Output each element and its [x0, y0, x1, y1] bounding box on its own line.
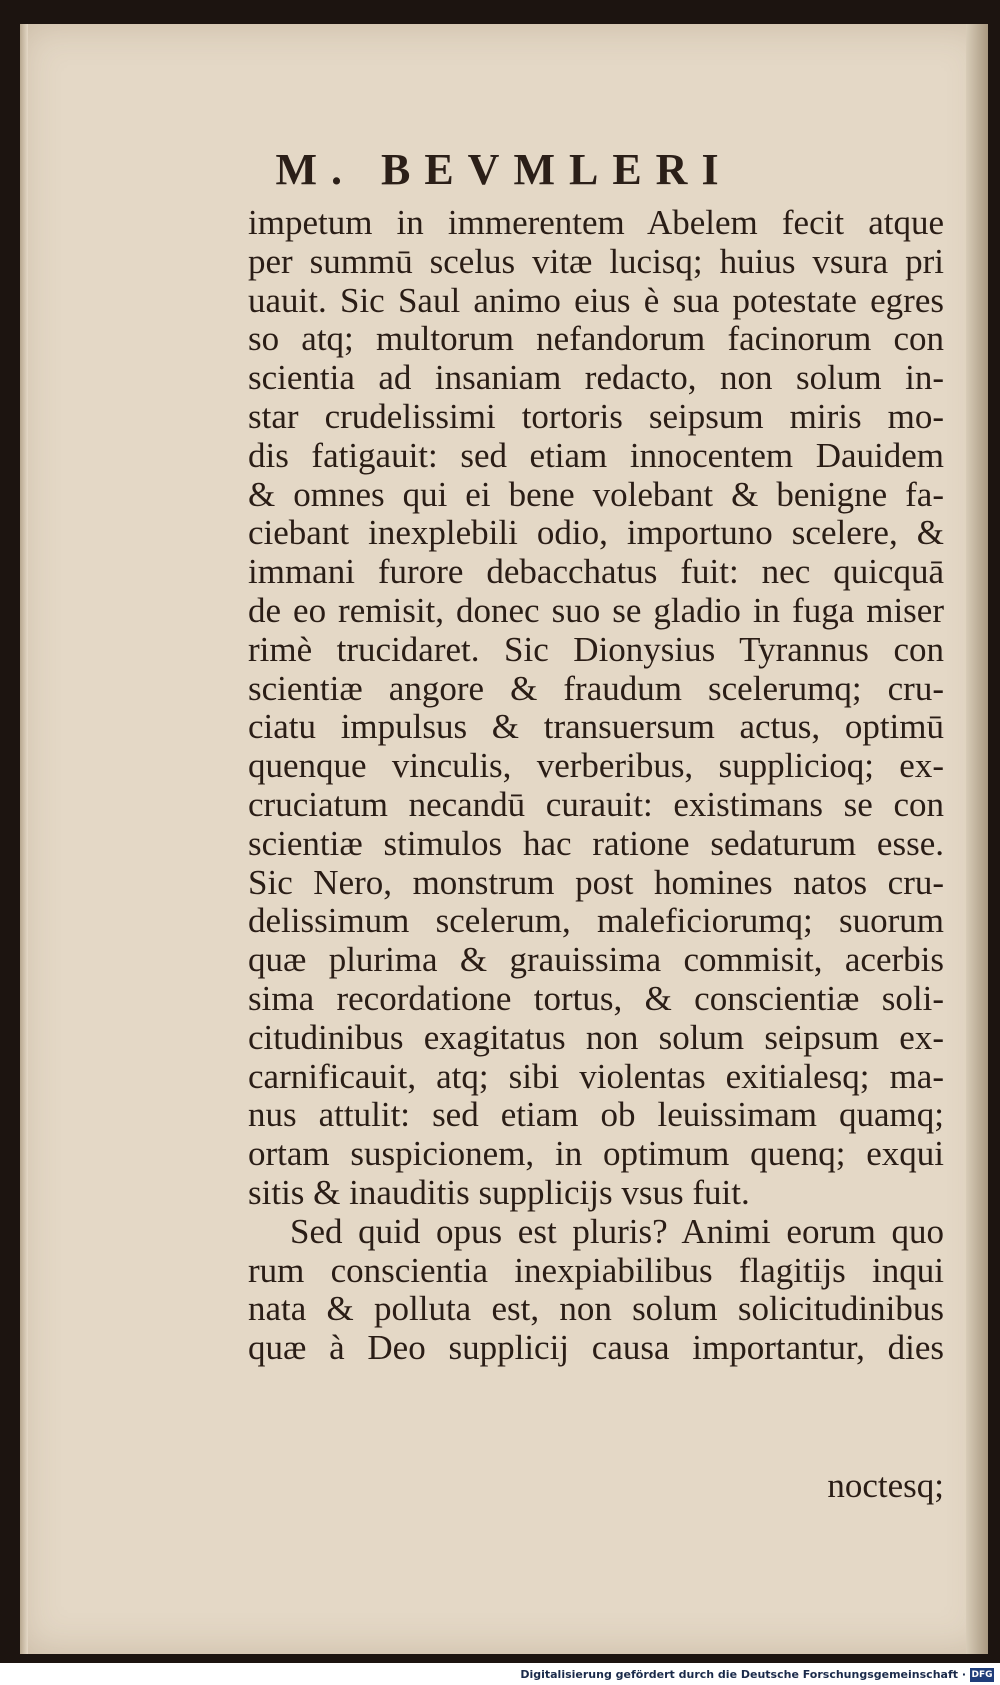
text-line: impetum in immerentem Abelem fecit atque [248, 204, 944, 242]
book-page [20, 24, 988, 1654]
text-line: per summū scelus vitæ lucisq; huius vsura pri [248, 242, 944, 281]
text-line: cruciatum necandū curauit: existimans se con [248, 785, 944, 824]
page-gutter [20, 24, 28, 1654]
text-line: Sic Nero, monstrum post homines natos cru- [248, 863, 944, 902]
footer-bar [0, 1663, 1000, 1685]
text-line: so atq; multorum nefandorum facinorum con [248, 320, 944, 359]
page-edge [966, 24, 988, 1654]
text-line: scientiæ angore & fraudum scelerumq; cru- [248, 669, 944, 708]
catchword: noctesq; [827, 1466, 944, 1505]
dfg-logo: DFG [971, 1670, 993, 1680]
paragraph-start-line: Sed quid opus est pluris? Animi eorum quo [290, 1212, 944, 1251]
text-line: ciebant inexplebili odio, importuno scelere, & [248, 514, 944, 553]
text-line: quæ plurima & grauissima commisit, acerbis [248, 941, 944, 980]
text-line: delissimum scelerum, maleficiorumq; suorum [248, 902, 944, 941]
text-line: sima recordatione tortus, & conscientiæ soli- [248, 979, 944, 1018]
text-line: immani furore debacchatus fuit: nec quicquā [248, 553, 944, 592]
text-line: sitis & inauditis supplicijs vsus fuit. [248, 1173, 750, 1212]
text-line: de eo remisit, donec suo se gladio in fuga miser [248, 591, 944, 630]
text-line: scientiæ stimulos hac ratione sedaturum esse. [248, 824, 944, 863]
body-text [248, 204, 944, 1368]
funding-notice: Digitalisierung gefördert durch die Deutsche Forschungsgemeinschaft · [520, 1668, 966, 1681]
text-line: carnificauit, atq; sibi violentas exitialesq; ma- [248, 1057, 944, 1096]
text-line: rimè trucidaret. Sic Dionysius Tyrannus con [248, 630, 944, 669]
text-line: quenque vinculis, verberibus, supplicioq; ex- [248, 747, 944, 786]
text-line: citudinibus exagitatus non solum seipsum ex- [248, 1018, 944, 1057]
text-line: ortam suspicionem, in optimum quenq; exqui [248, 1135, 944, 1174]
text-line: uauit. Sic Saul animo eius è sua potestate egres [248, 281, 944, 320]
text-line: dis fatigauit: sed etiam innocentem Dauidem [248, 436, 944, 475]
running-header: M. BEVMLERI [275, 145, 733, 194]
text-line: quæ à Deo supplicij causa importantur, dies [248, 1329, 944, 1368]
text-line: ciatu impulsus & transuersum actus, optimū [248, 708, 944, 747]
text-line: star crudelissimi tortoris seipsum miris mo- [248, 397, 944, 436]
text-line: rum conscientia inexpiabilibus flagitijs inqui [248, 1251, 944, 1290]
text-line: nus attulit: sed etiam ob leuissimam quamq; [248, 1096, 944, 1135]
text-line: & omnes qui ei bene volebant & benigne fa- [248, 475, 944, 514]
text-line: scientia ad insaniam redacto, non solum in- [248, 359, 944, 398]
text-line: nata & polluta est, non solum solicitudinibus [248, 1290, 944, 1329]
